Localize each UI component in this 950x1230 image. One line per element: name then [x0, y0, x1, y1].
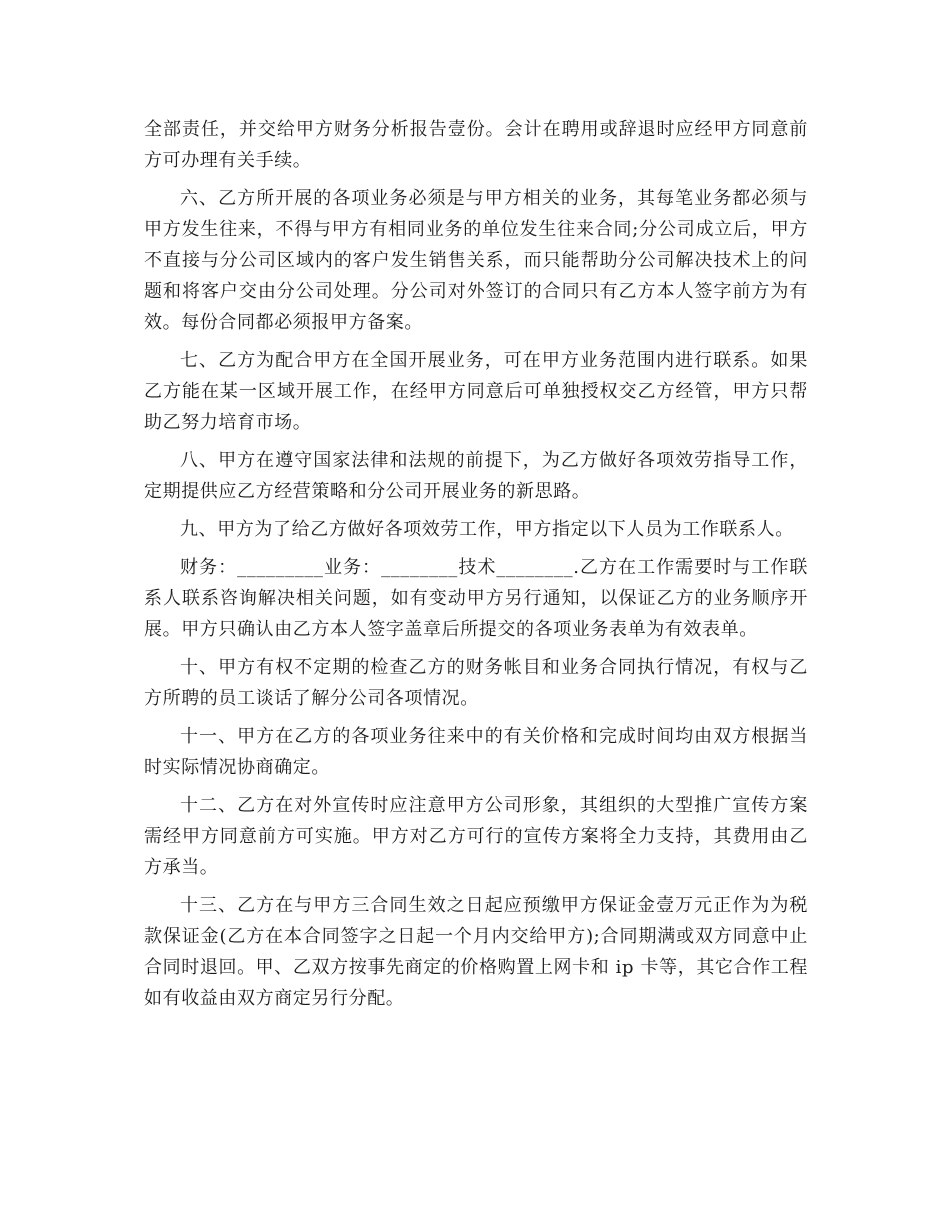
paragraph-continuation: 全部责任，并交给甲方财务分析报告壹份。会计在聘用或辞退时应经甲方同意前方可办理有关手续。 [144, 119, 808, 171]
clause-11: 十一、甲方在乙方的各项业务往来中的有关价格和完成时间均由双方根据当时实际情况协商确定。 [144, 726, 808, 778]
clause-12: 十二、乙方在对外宣传时应注意甲方公司形象，其组织的大型推广宣传方案需经甲方同意前方可实施。甲方对乙方可行的宣传方案将全力支持，其费用由乙方承当。 [144, 795, 808, 878]
clause-6: 六、乙方所开展的各项业务必须是与甲方相关的业务，其每笔业务都必须与甲方发生往来，不得与甲方有相同业务的单位发生往来合同;分公司成立后，甲方不直接与分公司区域内的客户发生销售关系，而只能帮助分公司解决技术上的问题和将客户交由分公司处理。分公司对外签订的合同只有乙方本人签字前方为有效。每份合同都必须报甲方备案。 [144, 188, 808, 333]
clause-13: 十三、乙方在与甲方三合同生效之日起应预缴甲方保证金壹万元正作为为税款保证金(乙方在本合同签字之日起一个月内交给甲方);合同期满或双方同意中止合同时退回。甲、乙双方按事先商定的价格购置上网卡和 ip 卡等，其它合作工程如有收益由双方商定另行分配。 [144, 895, 808, 1009]
contact-persons: 财务：_________业务：________技术________.乙方在工作需要时与工作联系人联系咨询解决相关问题，如有变动甲方另行通知，以保证乙方的业务顺序开展。甲方只确认由乙方本人签字盖章后所提交的各项业务表单为有效表单。 [144, 557, 808, 640]
clause-7: 七、乙方为配合甲方在全国开展业务，可在甲方业务范围内进行联系。如果乙方能在某一区域开展工作，在经甲方同意后可单独授权交乙方经管，甲方只帮助乙努力培育市场。 [144, 350, 808, 433]
clause-10: 十、甲方有权不定期的检查乙方的财务帐目和业务合同执行情况，有权与乙方所聘的员工谈话了解分公司各项情况。 [144, 657, 808, 709]
clause-8: 八、甲方在遵守国家法律和法规的前提下，为乙方做好各项效劳指导工作，定期提供应乙方经营策略和分公司开展业务的新思路。 [144, 450, 808, 502]
clause-9: 九、甲方为了给乙方做好各项效劳工作，甲方指定以下人员为工作联系人。 [180, 519, 794, 540]
document-body [144, 114, 808, 1021]
